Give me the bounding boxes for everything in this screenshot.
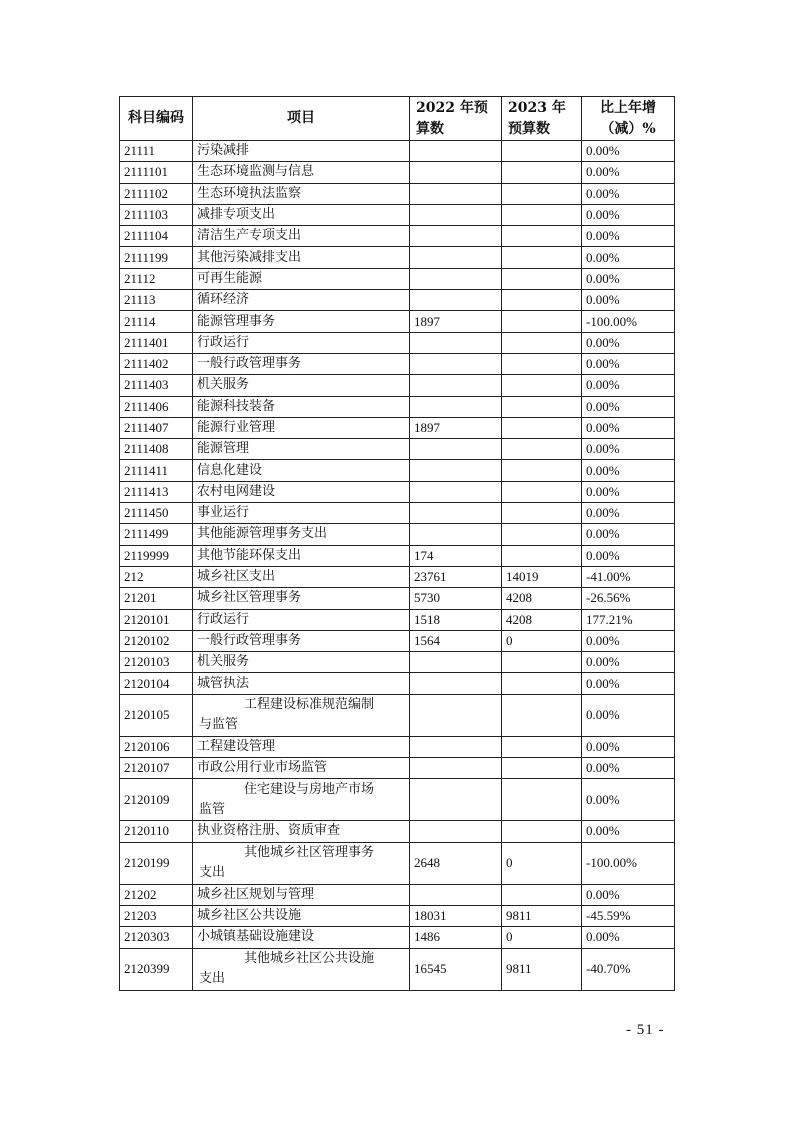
subject-code-cell: 2120107 [120,758,193,779]
subject-code-cell: 21203 [120,905,193,926]
budget-2023-cell [502,736,582,757]
budget-2022-cell: 5730 [410,588,502,609]
budget-2022-cell: 2648 [410,842,502,884]
budget-2023-cell [502,204,582,225]
budget-2023-cell: 0 [502,630,582,651]
table-row [120,417,675,438]
budget-2022-cell [410,183,502,204]
subject-code-cell: 2111499 [120,524,193,545]
subject-code-cell: 2111403 [120,375,193,396]
item-name-cell: 其他节能环保支出 [193,545,410,566]
budget-2022-cell [410,396,502,417]
change-percent-cell: 0.00% [582,927,675,948]
budget-2022-cell [410,332,502,353]
change-percent-cell: 0.00% [582,247,675,268]
budget-2023-cell [502,524,582,545]
change-percent-cell: 0.00% [582,652,675,673]
item-name-cell: 生态环境执法监察 [193,183,410,204]
item-name-cell: 城乡社区规划与管理 [193,884,410,905]
change-percent-cell: 0.00% [582,183,675,204]
item-name-line-1: 住宅建设与房地产市场 [244,781,375,797]
budget-2023-cell [502,652,582,673]
budget-2022-cell [410,673,502,694]
budget-2023-cell [502,821,582,842]
subject-code-cell: 2111408 [120,439,193,460]
budget-2023-cell [502,311,582,332]
budget-2022-cell [410,884,502,905]
budget-2023-cell [502,247,582,268]
subject-code-cell: 2120102 [120,630,193,651]
subject-code-cell: 21201 [120,588,193,609]
change-percent-cell: 0.00% [582,630,675,651]
subject-code-cell: 2120399 [120,948,193,990]
subject-code-cell: 2120303 [120,927,193,948]
budget-2022-cell [410,758,502,779]
item-name-cell [193,694,410,736]
item-name-cell: 机关服务 [193,375,410,396]
budget-2023-cell [502,545,582,566]
change-percent-cell: 0.00% [582,460,675,481]
subject-code-cell: 21202 [120,884,193,905]
change-percent-cell: -41.00% [582,566,675,587]
header-item: 项目 [193,97,410,141]
item-name-cell: 机关服务 [193,652,410,673]
budget-2022-cell [410,736,502,757]
item-name-cell: 清洁生产专项支出 [193,226,410,247]
budget-2023-cell [502,353,582,374]
change-percent-cell: 0.00% [582,779,675,821]
budget-2022-cell: 23761 [410,566,502,587]
budget-2023-cell [502,439,582,460]
change-percent-cell: 0.00% [582,417,675,438]
subject-code-cell: 21114 [120,311,193,332]
subject-code-cell: 2111406 [120,396,193,417]
budget-2023-cell [502,290,582,311]
item-name-cell: 信息化建设 [193,460,410,481]
change-percent-cell: 0.00% [582,290,675,311]
budget-2022-cell: 1486 [410,927,502,948]
item-name-cell: 生态环境监测与信息 [193,162,410,183]
table-row [120,842,675,884]
change-percent-cell: 0.00% [582,439,675,460]
item-name-cell: 工程建设管理 [193,736,410,757]
budget-2022-cell [410,439,502,460]
table-row [120,694,675,736]
budget-2023-cell [502,162,582,183]
budget-2023-cell [502,396,582,417]
item-name-cell: 能源管理 [193,439,410,460]
table-row [120,609,675,630]
subject-code-cell: 2119999 [120,545,193,566]
item-name-cell: 其他污染减排支出 [193,247,410,268]
table-row [120,524,675,545]
change-percent-cell: 0.00% [582,481,675,502]
item-name-cell: 农村电网建设 [193,481,410,502]
budget-2023-cell [502,673,582,694]
table-row [120,545,675,566]
budget-2022-cell [410,524,502,545]
budget-2022-cell [410,481,502,502]
table-body [120,141,675,991]
page-number: - 51 - [626,1022,665,1038]
table-row [120,481,675,502]
change-percent-cell: 0.00% [582,524,675,545]
change-percent-cell: 0.00% [582,141,675,162]
table-row [120,758,675,779]
item-name-cell [193,948,410,990]
header-code: 科目编码 [120,97,193,141]
table-row [120,183,675,204]
item-name-line-1: 工程建设标准规范编制 [244,697,375,713]
budget-2022-cell [410,290,502,311]
budget-2023-cell [502,226,582,247]
subject-code-cell: 2120106 [120,736,193,757]
item-name-line-2: 支出 [199,971,226,986]
table-row [120,927,675,948]
table-row [120,268,675,289]
item-name-line-1: 其他城乡社区管理事务 [244,845,375,861]
table-row [120,353,675,374]
item-name-line-2: 监管 [199,801,226,817]
table-row [120,779,675,821]
change-percent-cell: 0.00% [582,332,675,353]
subject-code-cell: 2111413 [120,481,193,502]
subject-code-cell: 2120105 [120,694,193,736]
subject-code-cell: 21111 [120,141,193,162]
change-percent-cell: 0.00% [582,694,675,736]
budget-2023-cell [502,183,582,204]
budget-2022-cell: 18031 [410,905,502,926]
item-name-cell: 城乡社区支出 [193,566,410,587]
budget-2023-cell: 0 [502,842,582,884]
budget-2022-cell [410,204,502,225]
change-percent-cell: 0.00% [582,503,675,524]
budget-2023-cell: 4208 [502,588,582,609]
item-name-cell [193,842,410,884]
budget-2022-cell [410,779,502,821]
item-name-cell: 一般行政管理事务 [193,630,410,651]
subject-code-cell: 2120101 [120,609,193,630]
budget-2022-cell [410,353,502,374]
item-name-cell [193,779,410,821]
subject-code-cell: 2111101 [120,162,193,183]
subject-code-cell: 2111450 [120,503,193,524]
subject-code-cell: 2111104 [120,226,193,247]
change-percent-cell: 0.00% [582,396,675,417]
table-row [120,460,675,481]
table-row [120,821,675,842]
budget-2022-cell: 1897 [410,311,502,332]
item-name-cell: 循环经济 [193,290,410,311]
table-row [120,290,675,311]
budget-2023-cell [502,375,582,396]
table-row [120,247,675,268]
budget-2022-cell [410,694,502,736]
budget-2022-cell [410,141,502,162]
budget-2022-cell: 1518 [410,609,502,630]
table-row [120,332,675,353]
budget-2023-cell [502,417,582,438]
budget-2022-cell: 1897 [410,417,502,438]
header-budget-2022: 2022 年预算数 [410,97,502,141]
item-name-cell: 能源科技装备 [193,396,410,417]
budget-2022-cell [410,652,502,673]
subject-code-cell: 2111103 [120,204,193,225]
change-percent-cell: -26.56% [582,588,675,609]
change-percent-cell: 0.00% [582,162,675,183]
budget-2022-cell [410,460,502,481]
budget-2023-cell [502,884,582,905]
budget-2023-cell [502,694,582,736]
budget-2023-cell [502,141,582,162]
budget-2023-cell: 9811 [502,905,582,926]
subject-code-cell: 2111402 [120,353,193,374]
subject-code-cell: 2111102 [120,183,193,204]
subject-code-cell: 2120110 [120,821,193,842]
table-row [120,503,675,524]
table-row [120,439,675,460]
budget-2023-cell [502,503,582,524]
change-percent-cell: 0.00% [582,353,675,374]
table-row [120,311,675,332]
budget-2022-cell: 174 [410,545,502,566]
table-row [120,948,675,990]
subject-code-cell: 21113 [120,290,193,311]
table-row [120,141,675,162]
subject-code-cell: 2111411 [120,460,193,481]
subject-code-cell: 2111199 [120,247,193,268]
table-row [120,162,675,183]
table-row [120,736,675,757]
change-percent-cell: 177.21% [582,609,675,630]
item-name-cell: 执业资格注册、资质审查 [193,821,410,842]
table-row [120,375,675,396]
change-percent-cell: 0.00% [582,884,675,905]
item-name-cell: 市政公用行业市场监管 [193,758,410,779]
subject-code-cell: 2120199 [120,842,193,884]
budget-2022-cell [410,821,502,842]
table-row [120,588,675,609]
subject-code-cell: 212 [120,566,193,587]
change-percent-cell: -40.70% [582,948,675,990]
item-name-cell: 其他能源管理事务支出 [193,524,410,545]
item-name-cell: 小城镇基础设施建设 [193,927,410,948]
change-percent-cell: 0.00% [582,226,675,247]
subject-code-cell: 2120109 [120,779,193,821]
budget-2023-cell [502,758,582,779]
change-percent-cell: 0.00% [582,821,675,842]
item-name-cell: 能源行业管理 [193,417,410,438]
item-name-cell: 城管执法 [193,673,410,694]
budget-2023-cell: 4208 [502,609,582,630]
budget-2023-cell: 9811 [502,948,582,990]
change-percent-cell: 0.00% [582,736,675,757]
table-row [120,204,675,225]
budget-2023-cell [502,332,582,353]
item-name-cell: 事业运行 [193,503,410,524]
budget-2022-cell: 16545 [410,948,502,990]
budget-2023-cell [502,481,582,502]
budget-2023-cell [502,268,582,289]
budget-2022-cell [410,503,502,524]
budget-2022-cell [410,375,502,396]
budget-2022-cell: 1564 [410,630,502,651]
table-row [120,652,675,673]
item-name-cell: 行政运行 [193,332,410,353]
budget-2022-cell [410,268,502,289]
item-name-cell: 污染减排 [193,141,410,162]
item-name-line-2: 支出 [199,865,226,881]
budget-2023-cell: 14019 [502,566,582,587]
budget-table [119,96,675,991]
budget-2022-cell [410,226,502,247]
budget-2023-cell [502,779,582,821]
change-percent-cell: -100.00% [582,842,675,884]
budget-2023-cell [502,460,582,481]
table-row [120,226,675,247]
change-percent-cell: 0.00% [582,673,675,694]
change-percent-cell: 0.00% [582,268,675,289]
subject-code-cell: 2111401 [120,332,193,353]
header-budget-2023: 2023 年预算数 [502,97,582,141]
item-name-cell: 行政运行 [193,609,410,630]
table-row [120,630,675,651]
change-percent-cell: -100.00% [582,311,675,332]
change-percent-cell: 0.00% [582,375,675,396]
item-name-line-1: 其他城乡社区公共设施 [244,951,375,966]
change-percent-cell: -45.59% [582,905,675,926]
change-percent-cell: 0.00% [582,204,675,225]
subject-code-cell: 2120104 [120,673,193,694]
subject-code-cell: 2111407 [120,417,193,438]
budget-2022-cell [410,247,502,268]
budget-2022-cell [410,162,502,183]
item-name-cell: 城乡社区管理事务 [193,588,410,609]
item-name-cell: 城乡社区公共设施 [193,905,410,926]
change-percent-cell: 0.00% [582,545,675,566]
item-name-line-2: 与监管 [199,717,239,733]
item-name-cell: 能源管理事务 [193,311,410,332]
item-name-cell: 一般行政管理事务 [193,353,410,374]
subject-code-cell: 2120103 [120,652,193,673]
header-change-percent: 比上年增（减）% [582,97,675,141]
subject-code-cell: 21112 [120,268,193,289]
table-row [120,566,675,587]
item-name-cell: 可再生能源 [193,268,410,289]
table-row [120,673,675,694]
budget-2023-cell: 0 [502,927,582,948]
item-name-cell: 减排专项支出 [193,204,410,225]
table-row [120,884,675,905]
change-percent-cell: 0.00% [582,758,675,779]
header-row [120,97,675,141]
table-row [120,396,675,417]
table-row [120,905,675,926]
